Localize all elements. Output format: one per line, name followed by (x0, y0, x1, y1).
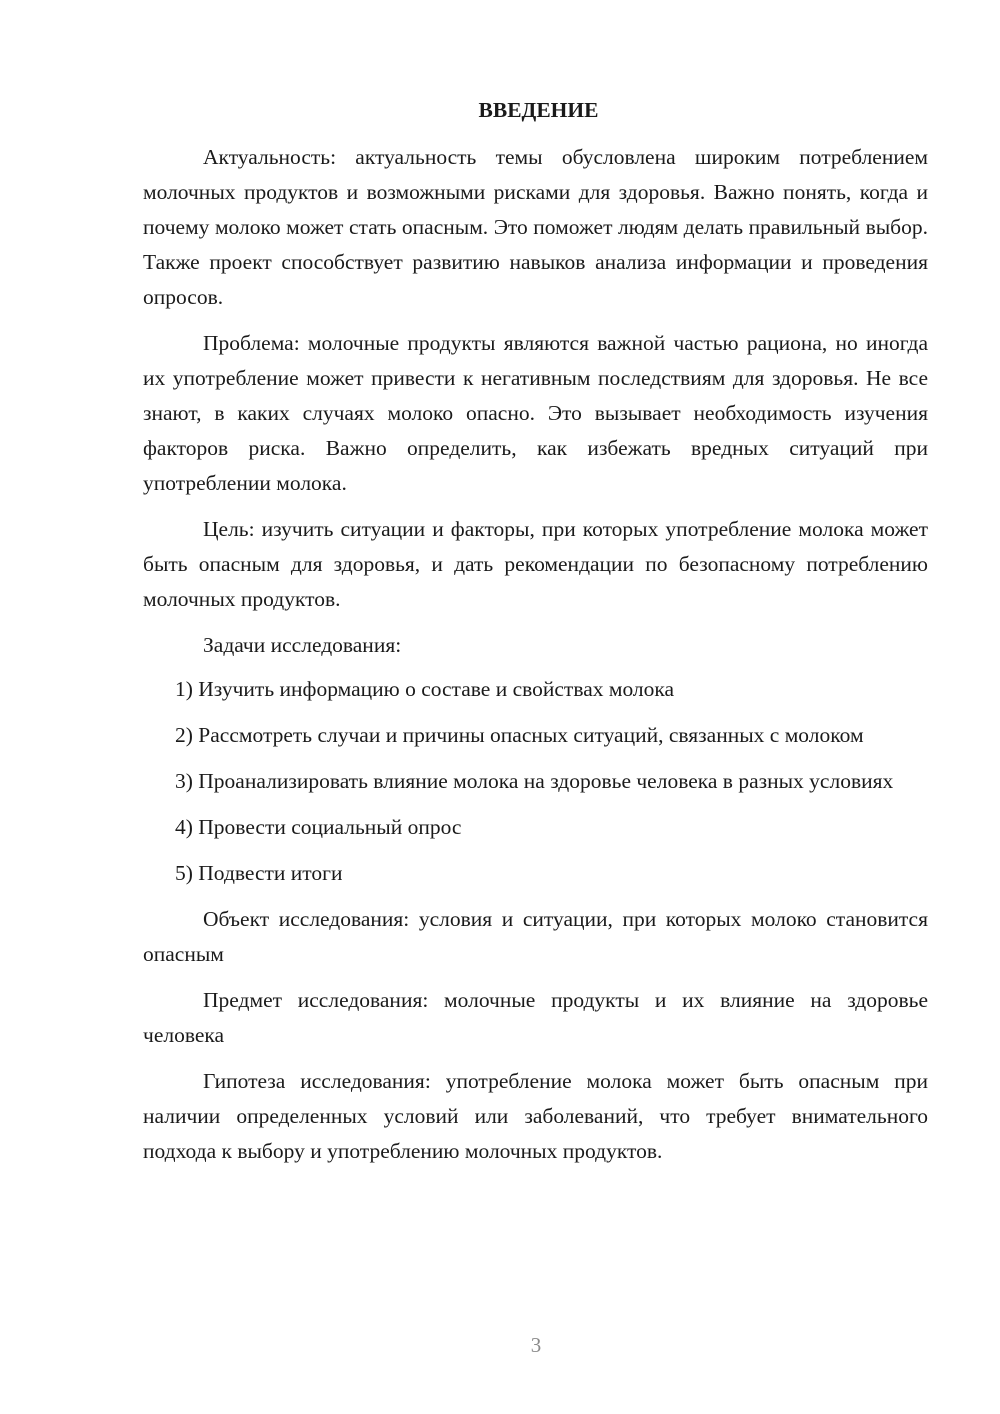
tasks-list (143, 672, 928, 891)
page-number: 3 (530, 1333, 542, 1357)
task-item: 3) Проанализировать влияние молока на здоровье человека в разных условиях (175, 769, 894, 793)
section-heading: ВВЕДЕНИЕ (478, 98, 599, 122)
hypothesis-paragraph: Гипотеза исследования: употребление молока может быть опасным при наличии определенных условий или заболеваний, что требует внимательного подхода к выбору и употреблению молочных продуктов. (143, 1069, 928, 1163)
object-paragraph: Объект исследования: условия и ситуации, при которых молоко становится опасным (143, 907, 928, 966)
task-item: 5) Подвести итоги (175, 861, 343, 885)
task-item: 2) Рассмотреть случаи и причины опасных ситуаций, связанных с молоком (175, 723, 864, 747)
task-item: 4) Провести социальный опрос (175, 815, 462, 839)
task-item: 1) Изучить информацию о составе и свойствах молока (175, 677, 675, 701)
document-page (143, 92, 928, 1180)
tasks-title: Задачи исследования: (203, 633, 402, 657)
problem-paragraph: Проблема: молочные продукты являются важной частью рациона, но иногда их употребление может привести к негативным последствиям для здоровья. Не все знают, в каких случаях молоко опасно. Это вызывает необходимость изучения факторов риска. Важно определить, как избежать вредных ситуаций при употреблении молока. (143, 331, 928, 495)
subject-paragraph: Предмет исследования: молочные продукты и их влияние на здоровье человека (143, 988, 928, 1047)
relevance-paragraph: Актуальность: актуальность темы обусловлена широким потреблением молочных продуктов и возможными рисками для здоровья. Важно понять, когда и почему молоко может стать опасным. Это поможет людям делать правильный выбор. Также проект способствует развитию навыков анализа информации и проведения опросов. (143, 145, 928, 309)
goal-paragraph: Цель: изучить ситуации и факторы, при которых употребление молока может быть опасным для здоровья, и дать рекомендации по безопасному потреблению молочных продуктов. (143, 517, 928, 611)
